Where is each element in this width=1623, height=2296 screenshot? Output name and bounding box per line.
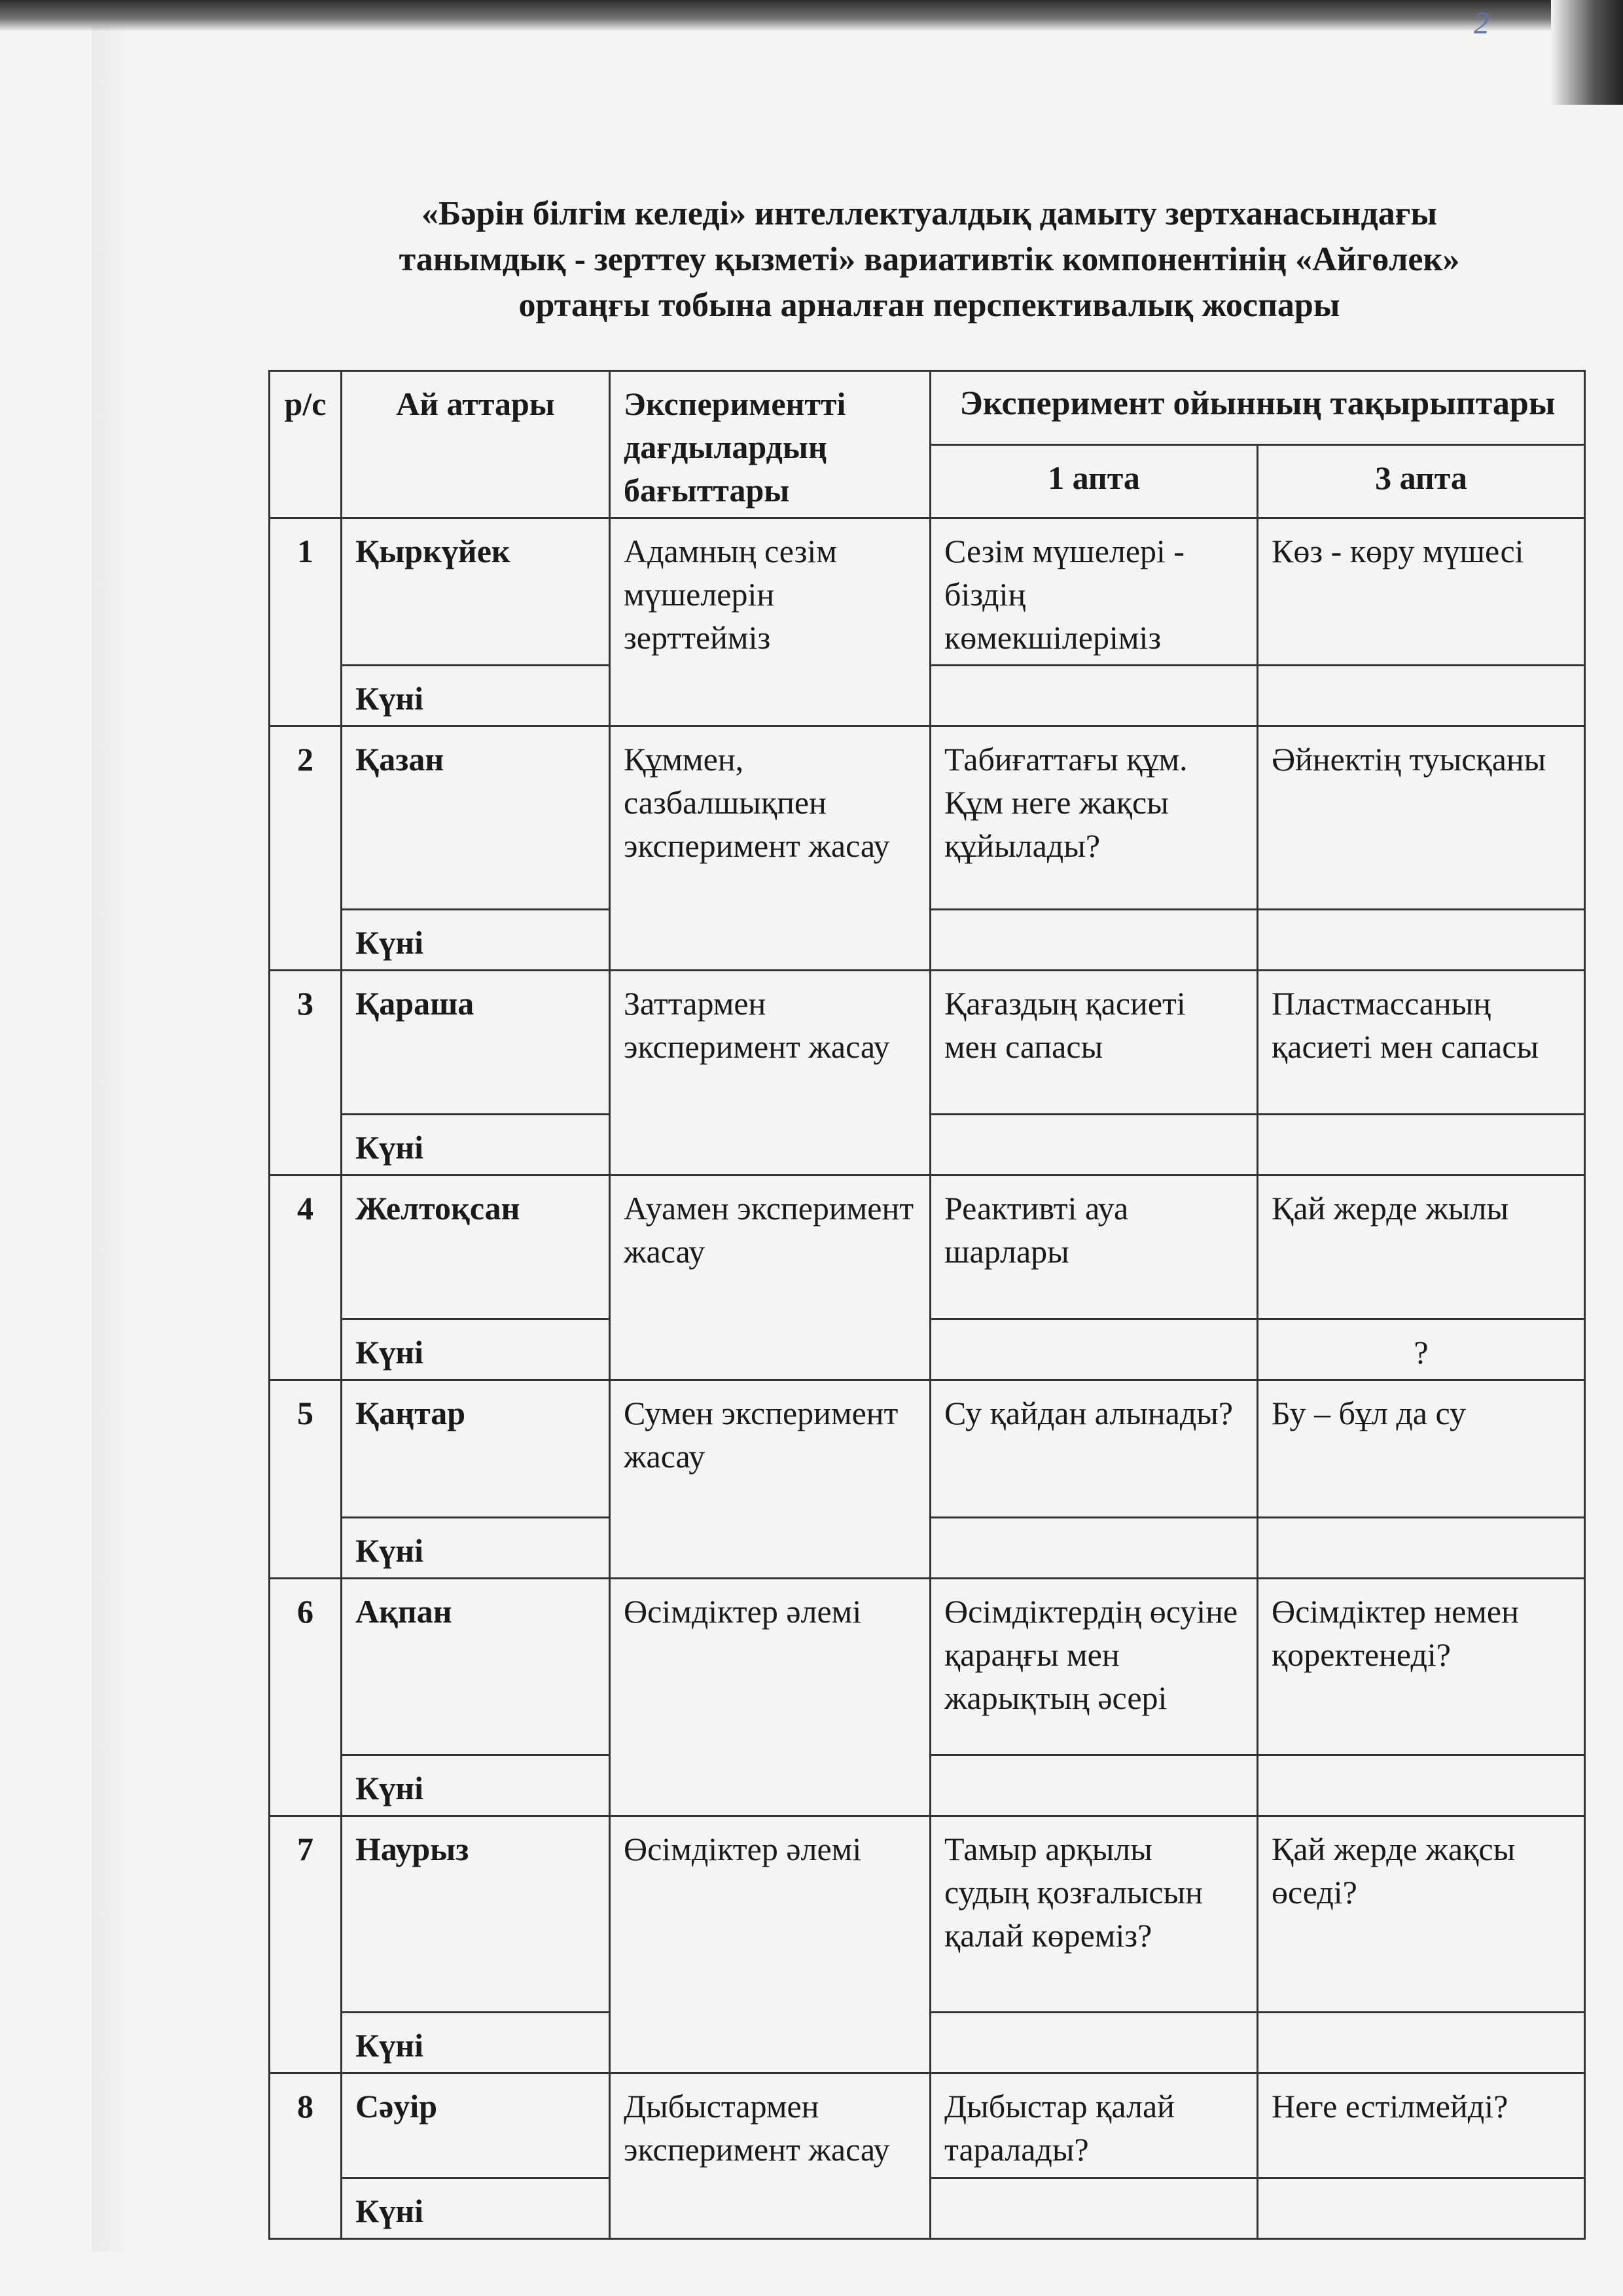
week1-day-cell [931,1755,1258,1816]
week3-day-cell [1258,1518,1585,1579]
month-number: 4 [270,1175,342,1380]
week3-topic: Әйнектің туысқаны [1258,726,1585,910]
direction-cell: Өсімдіктер әлемі [610,1816,931,2073]
week3-topic: Қай жерде жақсы өседі? [1258,1816,1585,2013]
month-name: Желтоқсан [342,1175,610,1319]
month-number: 6 [270,1579,342,1816]
header-direction: Экспериментті дағдылардың бағыттары [610,371,931,518]
week1-day-cell [931,1518,1258,1579]
month-number: 5 [270,1380,342,1579]
month-name: Қыркүйек [342,518,610,666]
week3-topic: Бу – бұл да су [1258,1380,1585,1518]
header-num: р/с [270,371,342,518]
week1-topic: Қағаздың қасиеті мен сапасы [931,971,1258,1115]
week1-topic: Өсімдіктердің өсуіне қараңғы мен жарықтың әсері [931,1579,1258,1755]
page-number: 2 [1474,6,1489,41]
direction-cell: Ауамен эксперимент жасау [610,1175,931,1380]
month-name: Сәуір [342,2073,610,2178]
day-label: Күні [342,2013,610,2073]
week1-day-cell [931,2013,1258,2073]
scan-left-shadow [92,26,131,2251]
day-label: Күні [342,1319,610,1380]
month-name: Қаңтар [342,1380,610,1518]
header-row-1 [270,371,1585,445]
week1-topic: Су қайдан алынады? [931,1380,1258,1518]
table-row [270,1579,1585,1755]
perspective-plan-table [268,370,1586,2240]
week3-topic: Көз - көру мүшесі [1258,518,1585,666]
week1-topic: Реактивті ауа шарлары [931,1175,1258,1319]
week1-day-cell [931,666,1258,726]
direction-cell: Өсімдіктер әлемі [610,1579,931,1816]
month-number: 8 [270,2073,342,2239]
title-line-1: «Бәрін білгім келеді» интеллектуалдық дамыту зертханасындағы [421,195,1437,232]
week3-day-cell [1258,2178,1585,2239]
month-number: 1 [270,518,342,726]
week1-day-cell [931,1319,1258,1380]
header-month: Ай аттары [342,371,610,518]
week1-topic: Дыбыстар қалай таралады? [931,2073,1258,2178]
week1-day-cell [931,2178,1258,2239]
day-label: Күні [342,666,610,726]
week1-topic: Тамыр арқылы судың қозғалысын қалай көреміз? [931,1816,1258,2013]
direction-cell: Адамның сезім мүшелерін зерттейміз [610,518,931,726]
week3-day-cell [1258,1755,1585,1816]
scan-right-edge [1551,0,1623,105]
day-label: Күні [342,1115,610,1175]
week3-day-cell [1258,2013,1585,2073]
week1-day-cell [931,910,1258,971]
week3-topic: Неге естілмейді? [1258,2073,1585,2178]
scan-top-edge [0,0,1623,31]
table-row [270,1816,1585,2013]
direction-cell: Құммен, сазбалшықпен эксперимент жасау [610,726,931,971]
day-label: Күні [342,2178,610,2239]
day-label: Күні [342,1755,610,1816]
direction-cell: Дыбыстармен эксперимент жасау [610,2073,931,2239]
header-week3: 3 апта [1258,444,1585,518]
month-name: Ақпан [342,1579,610,1755]
month-name: Қазан [342,726,610,910]
title-line-2: танымдық - зерттеу қызметі» вариативтік компонентінің «Айгөлек» [399,241,1460,278]
week1-topic: Сезім мүшелері - біздің көмекшілеріміз [931,518,1258,666]
table-row [270,518,1585,666]
table-row [270,971,1585,1115]
page-title [281,191,1577,329]
week3-day-cell: ? [1258,1319,1585,1380]
week1-day-cell [931,1115,1258,1175]
title-line-3: ортаңғы тобына арналған перспективалық жоспары [518,287,1340,324]
direction-cell: Заттармен эксперимент жасау [610,971,931,1175]
week3-day-cell [1258,1115,1585,1175]
week3-topic: Қай жерде жылы [1258,1175,1585,1319]
week3-day-cell [1258,910,1585,971]
table-row [270,2073,1585,2178]
week3-topic: Пластмассаның қасиеті мен сапасы [1258,971,1585,1115]
table-row [270,1175,1585,1319]
day-label: Күні [342,910,610,971]
month-name: Наурыз [342,1816,610,2013]
week3-topic: Өсімдіктер немен қоректенеді? [1258,1579,1585,1755]
direction-cell: Сумен эксперимент жасау [610,1380,931,1579]
table-row [270,726,1585,910]
month-number: 3 [270,971,342,1175]
week3-day-cell [1258,666,1585,726]
header-topics: Эксперимент ойынның тақырыптары [931,371,1585,445]
week1-topic: Табиғаттағы құм. Құм неге жақсы құйылады? [931,726,1258,910]
month-name: Қараша [342,971,610,1115]
header-week1: 1 апта [931,444,1258,518]
day-label: Күні [342,1518,610,1579]
month-number: 7 [270,1816,342,2073]
table-row [270,1380,1585,1518]
month-number: 2 [270,726,342,971]
